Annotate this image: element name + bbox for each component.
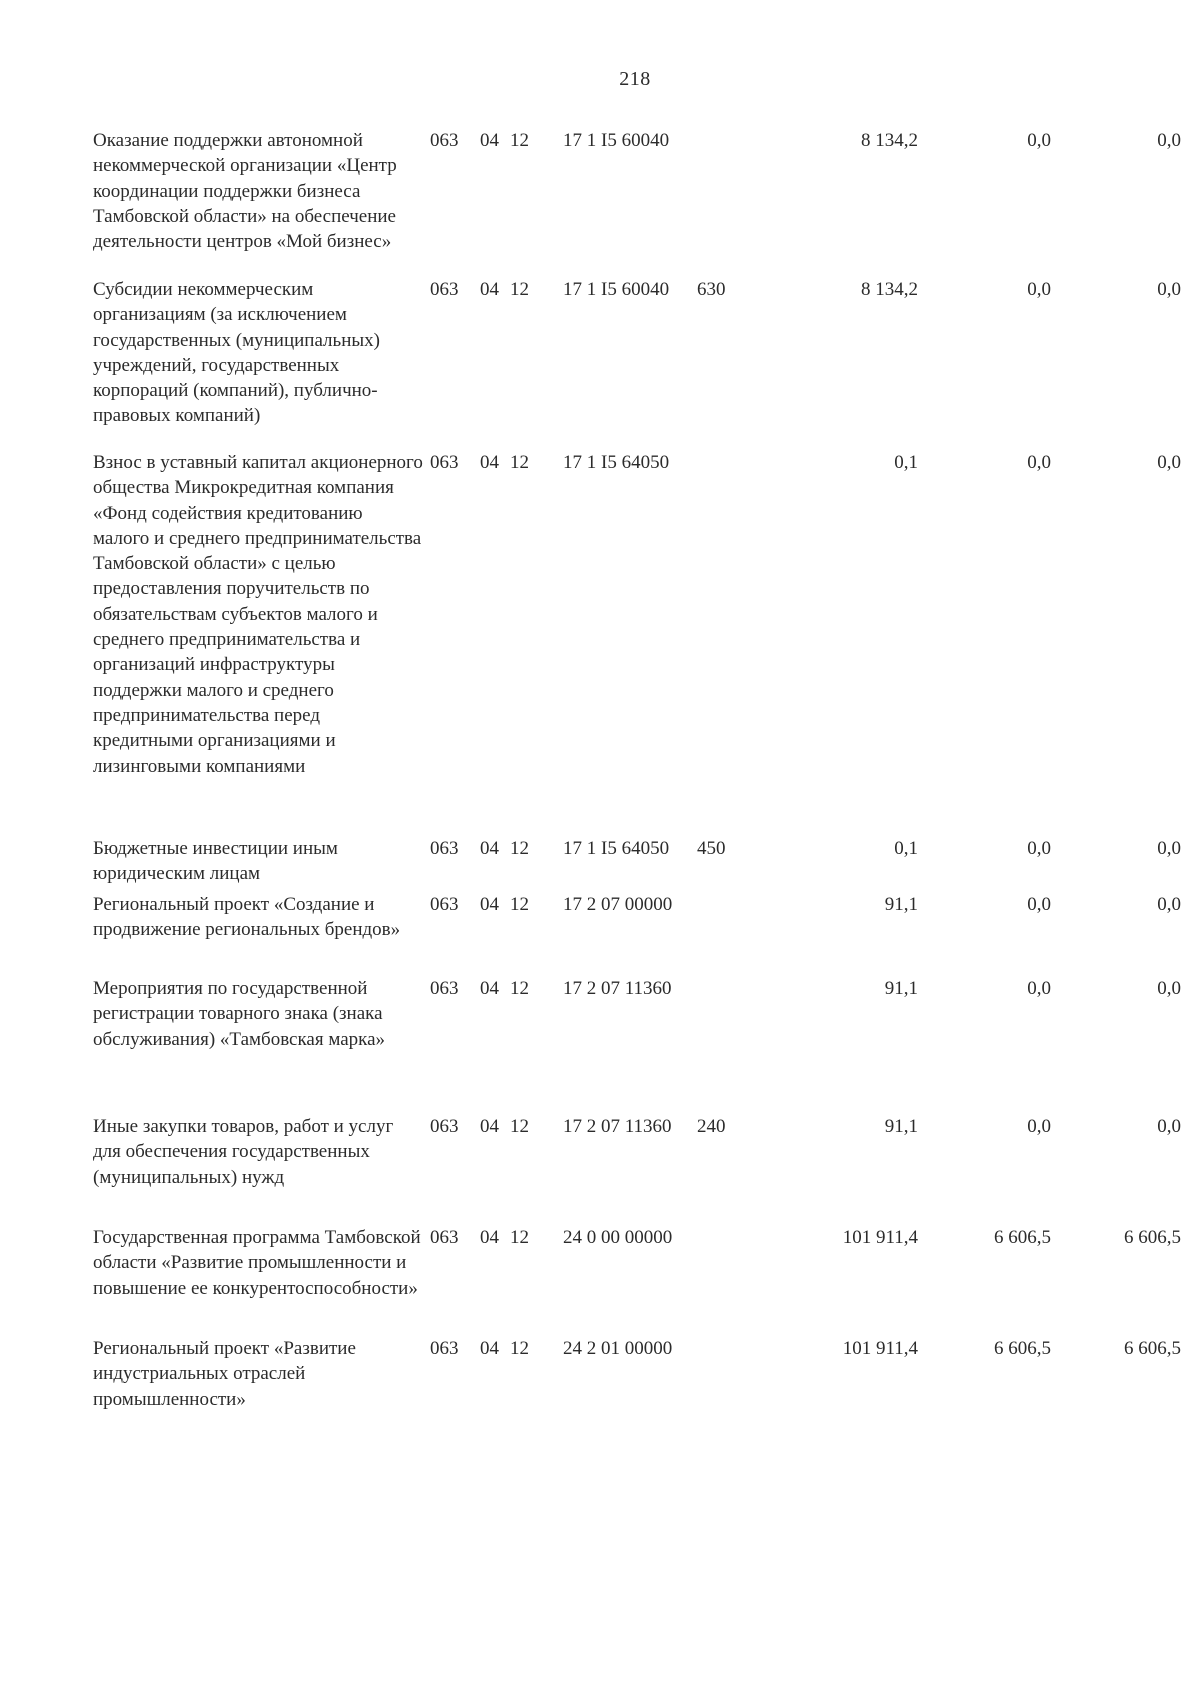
amount-year-2: 0,0 xyxy=(1027,279,1051,300)
amount-year-3: 0,0 xyxy=(1157,978,1181,999)
ministry-code: 063 xyxy=(430,279,459,300)
target-article-code: 17 1 I5 60040 xyxy=(563,130,670,151)
amount-year-2: 0,0 xyxy=(1027,452,1051,473)
amount-year-3: 0,0 xyxy=(1157,1116,1181,1137)
section-code: 04 xyxy=(480,978,499,999)
subsection-code: 12 xyxy=(510,1227,529,1248)
section-code: 04 xyxy=(480,1338,499,1359)
row-description: Государственная программа Тамбовской области «Развитие промышленности и повышение ее конкурентоспособности» xyxy=(93,1227,421,1299)
target-article-code: 24 0 00 00000 xyxy=(563,1227,673,1248)
ministry-code: 063 xyxy=(430,1338,459,1359)
amount-year-2: 0,0 xyxy=(1027,130,1051,151)
ministry-code: 063 xyxy=(430,130,459,151)
amount-year-2: 0,0 xyxy=(1027,838,1051,859)
amount-year-2: 0,0 xyxy=(1027,978,1051,999)
subsection-code: 12 xyxy=(510,838,529,859)
row-description: Региональный проект «Развитие индустриальных отраслей промышленности» xyxy=(93,1338,356,1410)
table-row xyxy=(93,1336,1180,1420)
row-description: Субсидии некоммерческим организациям (за исключением государственных (муниципальных) учреждений, государственных корпораций (компаний), публично-правовых компаний) xyxy=(93,279,380,427)
subsection-code: 12 xyxy=(510,279,529,300)
page-number: 218 xyxy=(619,68,651,90)
subsection-code: 12 xyxy=(510,1116,529,1137)
amount-year-1: 101 911,4 xyxy=(842,1227,918,1248)
section-code: 04 xyxy=(480,894,499,915)
target-article-code: 17 1 I5 60040 xyxy=(563,279,670,300)
amount-year-2: 0,0 xyxy=(1027,1116,1051,1137)
subsection-code: 12 xyxy=(510,130,529,151)
target-article-code: 17 2 07 00000 xyxy=(563,894,673,915)
amount-year-1: 91,1 xyxy=(884,1116,918,1137)
target-article-code: 17 2 07 11360 xyxy=(563,978,672,999)
amount-year-3: 0,0 xyxy=(1157,279,1181,300)
target-article-code: 17 1 I5 64050 xyxy=(563,838,670,859)
amount-year-1: 0,1 xyxy=(894,452,918,473)
expense-type-code: 450 xyxy=(697,838,726,859)
section-code: 04 xyxy=(480,838,499,859)
section-code: 04 xyxy=(480,1116,499,1137)
section-code: 04 xyxy=(480,1227,499,1248)
row-description: Бюджетные инвестиции иным юридическим лицам xyxy=(93,838,338,885)
table-row xyxy=(93,128,1180,277)
ministry-code: 063 xyxy=(430,1227,459,1248)
amount-year-2: 6 606,5 xyxy=(994,1227,1051,1248)
expense-type-code: 630 xyxy=(697,279,726,300)
row-description: Региональный проект «Создание и продвижение региональных брендов» xyxy=(93,894,401,941)
amount-year-3: 0,0 xyxy=(1157,838,1181,859)
subsection-code: 12 xyxy=(510,894,529,915)
target-article-code: 17 1 I5 64050 xyxy=(563,452,670,473)
amount-year-1: 8 134,2 xyxy=(861,130,918,151)
amount-year-1: 91,1 xyxy=(884,894,918,915)
subsection-code: 12 xyxy=(510,452,529,473)
amount-year-3: 0,0 xyxy=(1157,894,1181,915)
row-description: Иные закупки товаров, работ и услуг для обеспечения государственных (муниципальных) нужд xyxy=(93,1116,394,1188)
amount-year-1: 91,1 xyxy=(884,978,918,999)
row-description: Взнос в уставный капитал акционерного общества Микрокредитная компания «Фонд содействия кредитованию малого и среднего предпринимательства Тамбовской области» с целью предоставления поручительств по обязательствам субъектов малого и среднего предпринимательства и организаций инфраструктуры поддержки малого и среднего предпринимательства перед кредитными организациями и лизинговыми компаниями xyxy=(93,452,423,777)
table-row xyxy=(93,450,1180,836)
amount-year-1: 8 134,2 xyxy=(861,279,918,300)
table-row xyxy=(93,836,1180,892)
row-description: Мероприятия по государственной регистрации товарного знака (знака обслуживания) «Тамбовская марка» xyxy=(93,978,386,1050)
table-row xyxy=(93,1225,1180,1336)
amount-year-3: 6 606,5 xyxy=(1124,1227,1181,1248)
amount-year-1: 0,1 xyxy=(894,838,918,859)
subsection-code: 12 xyxy=(510,978,529,999)
amount-year-3: 0,0 xyxy=(1157,452,1181,473)
section-code: 04 xyxy=(480,452,499,473)
ministry-code: 063 xyxy=(430,452,459,473)
ministry-code: 063 xyxy=(430,978,459,999)
section-code: 04 xyxy=(480,130,499,151)
amount-year-1: 101 911,4 xyxy=(842,1338,918,1359)
table-row xyxy=(93,976,1180,1114)
section-code: 04 xyxy=(480,279,499,300)
amount-year-3: 6 606,5 xyxy=(1124,1338,1181,1359)
table-row xyxy=(93,892,1180,976)
expense-type-code: 240 xyxy=(697,1116,726,1137)
table-row xyxy=(93,277,1180,450)
target-article-code: 24 2 01 00000 xyxy=(563,1338,673,1359)
ministry-code: 063 xyxy=(430,838,459,859)
amount-year-2: 6 606,5 xyxy=(994,1338,1051,1359)
ministry-code: 063 xyxy=(430,894,459,915)
amount-year-2: 0,0 xyxy=(1027,894,1051,915)
ministry-code: 063 xyxy=(430,1116,459,1137)
table-row xyxy=(93,1114,1180,1225)
row-description: Оказание поддержки автономной некоммерческой организации «Центр координации поддержки бизнеса Тамбовской области» на обеспечение деятельности центров «Мой бизнес» xyxy=(93,130,397,253)
amount-year-3: 0,0 xyxy=(1157,130,1181,151)
subsection-code: 12 xyxy=(510,1338,529,1359)
budget-table xyxy=(93,128,1180,1420)
target-article-code: 17 2 07 11360 xyxy=(563,1116,672,1137)
